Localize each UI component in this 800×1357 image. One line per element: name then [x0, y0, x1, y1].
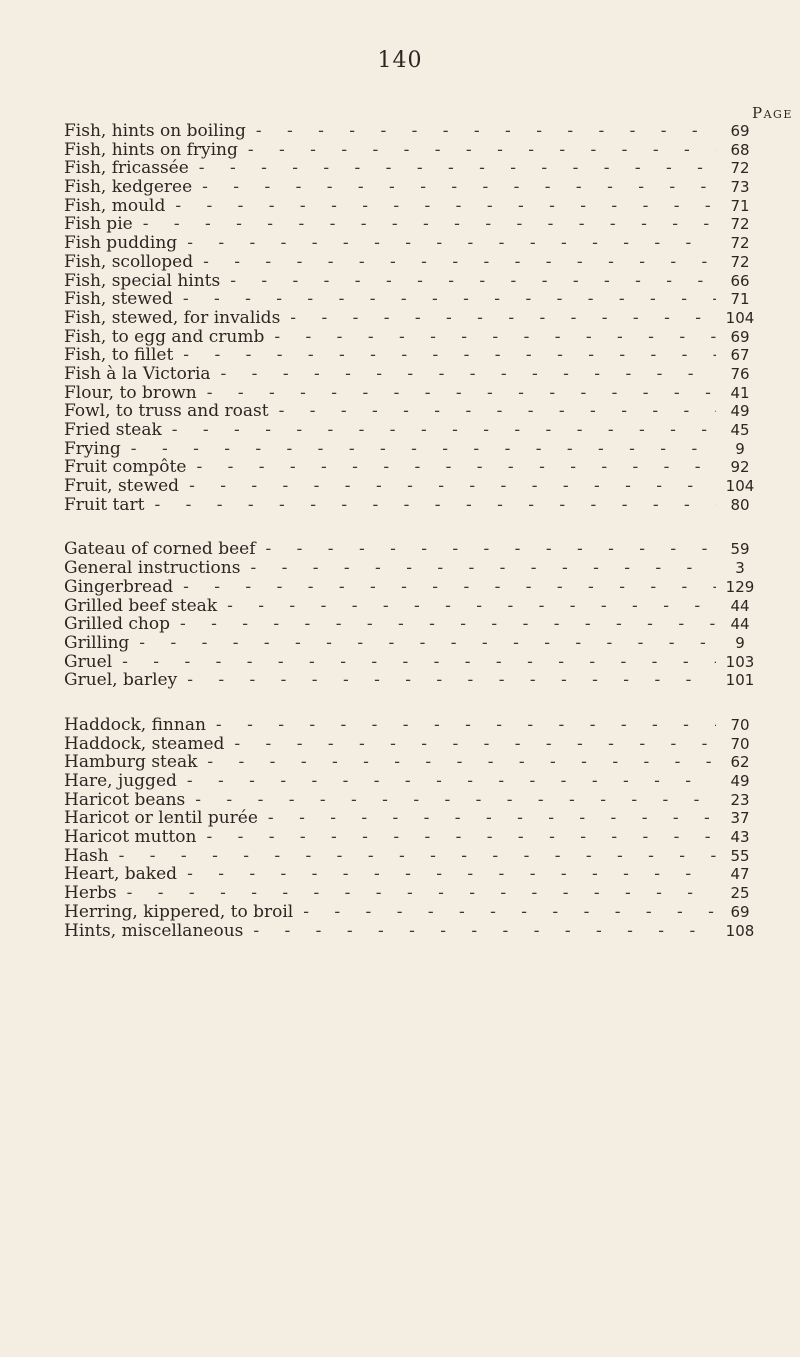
entry-page-number: 129	[725, 577, 755, 596]
dot-leader	[280, 309, 716, 328]
page-column-header: Page	[752, 104, 793, 122]
dot-leader	[240, 559, 716, 578]
entry-page-number: 72	[730, 159, 750, 178]
entry-name: Grilled beef steak	[64, 595, 218, 616]
entry-page-number: 49	[730, 402, 750, 421]
dot-leader	[185, 791, 716, 810]
entry-name: Fowl, to truss and roast	[64, 401, 269, 422]
entry-page-number: 9	[735, 439, 745, 458]
dot-leader	[173, 346, 716, 365]
index-entry	[64, 772, 764, 791]
entry-name: Hare, jugged	[64, 771, 177, 791]
dot-leader	[269, 402, 716, 421]
dot-leader	[133, 215, 716, 234]
index-entry	[64, 402, 764, 421]
dot-leader	[293, 903, 716, 922]
entry-page-number: 9	[735, 633, 745, 652]
page-number: 140	[377, 48, 423, 73]
dot-leader	[170, 615, 716, 634]
entry-name: Fish, special hints	[64, 270, 221, 291]
entry-name: Herring, kippered, to broil	[64, 901, 294, 922]
index-section	[64, 540, 764, 690]
entry-page-number: 72	[730, 234, 750, 253]
dot-leader	[193, 253, 716, 272]
dot-leader	[246, 122, 716, 141]
entry-name: Haddock, steamed	[64, 733, 225, 754]
index-entry	[64, 477, 764, 496]
entry-page-number: 3	[735, 559, 745, 578]
entry-name: Gruel	[64, 651, 113, 672]
entry-name: Fish, stewed, for invalids	[64, 307, 281, 328]
entry-page-number: 62	[730, 753, 750, 772]
index-entry	[64, 540, 764, 559]
entry-name: Fruit compôte	[64, 457, 187, 478]
index-entry	[64, 735, 764, 754]
entry-page-number: 71	[730, 196, 750, 215]
index-entry	[64, 597, 764, 616]
index-entry	[64, 496, 764, 515]
entry-name: Fish pie	[64, 214, 133, 235]
index-list	[64, 122, 764, 940]
entry-name: Hash	[64, 845, 109, 866]
index-entry	[64, 653, 764, 672]
entry-name: Hints, miscellaneous	[64, 920, 244, 941]
entry-page-number: 47	[730, 865, 750, 884]
entry-page-number: 73	[730, 178, 750, 197]
entry-name: Heart, baked	[64, 864, 178, 885]
index-entry	[64, 809, 764, 828]
index-entry	[64, 903, 764, 922]
index-entry	[64, 197, 764, 216]
entry-page-number: 92	[730, 458, 750, 477]
dot-leader	[177, 772, 716, 791]
entry-page-number: 67	[730, 346, 750, 365]
dot-leader	[197, 384, 716, 403]
index-entry	[64, 272, 764, 291]
entry-page-number: 72	[730, 252, 750, 271]
entry-page-number: 41	[730, 383, 750, 402]
entry-name: Fish, to egg and crumb	[64, 326, 265, 347]
dot-leader	[243, 922, 716, 941]
index-entry	[64, 716, 764, 735]
entry-page-number: 76	[730, 364, 750, 383]
index-entry	[64, 440, 764, 459]
entry-page-number: 69	[730, 327, 750, 346]
index-entry	[64, 178, 764, 197]
entry-page-number: 103	[725, 652, 755, 671]
index-entry	[64, 421, 764, 440]
dot-leader	[162, 421, 716, 440]
entry-name: Fish, mould	[64, 195, 166, 216]
entry-page-number: 49	[730, 772, 750, 790]
index-entry	[64, 328, 764, 347]
entry-name: Fish, fricassée	[64, 158, 189, 179]
entry-page-number: 25	[730, 884, 750, 903]
entry-name: Haricot mutton	[64, 827, 197, 848]
dot-leader	[189, 159, 716, 178]
dot-leader	[197, 753, 716, 772]
dot-leader	[112, 653, 716, 672]
index-entry	[64, 215, 764, 234]
index-entry	[64, 141, 764, 160]
entry-page-number: 45	[730, 421, 750, 439]
entry-name: Fish, hints on frying	[64, 139, 238, 160]
entry-name: Grilled chop	[64, 614, 170, 635]
entry-page-number: 108	[725, 921, 755, 940]
entry-page-number: 104	[725, 308, 755, 327]
entry-name: Haricot or lentil purée	[64, 808, 258, 829]
dot-leader	[177, 234, 716, 253]
entry-page-number: 55	[730, 846, 750, 865]
dot-leader	[196, 828, 716, 847]
entry-page-number: 101	[725, 671, 755, 690]
index-entry	[64, 865, 764, 884]
entry-name: Fish, to fillet	[64, 345, 174, 366]
entry-name: Fried steak	[64, 420, 162, 440]
index-entry	[64, 234, 764, 253]
index-entry	[64, 884, 764, 903]
index-entry	[64, 309, 764, 328]
entry-name: Herbs	[64, 883, 117, 904]
entry-page-number: 72	[730, 215, 750, 234]
entry-page-number: 59	[730, 540, 750, 559]
dot-leader	[238, 141, 716, 160]
dot-leader	[177, 671, 716, 690]
dot-leader	[224, 735, 716, 754]
index-entry	[64, 253, 764, 272]
entry-page-number: 44	[730, 615, 750, 634]
index-entry	[64, 578, 764, 597]
entry-page-number: 44	[730, 596, 750, 615]
dot-leader	[173, 290, 716, 309]
entry-name: Frying	[64, 438, 121, 459]
entry-page-number: 66	[730, 271, 750, 290]
index-entry	[64, 384, 764, 403]
dot-leader	[217, 597, 716, 616]
entry-name: Gateau of corned beef	[64, 539, 256, 560]
entry-name: Haddock, finnan	[64, 714, 206, 735]
entry-name: Haricot beans	[64, 789, 186, 810]
dot-leader	[192, 178, 716, 197]
index-entry	[64, 634, 764, 653]
entry-page-number: 37	[730, 809, 750, 828]
entry-page-number: 70	[730, 715, 750, 734]
entry-page-number: 43	[730, 828, 750, 847]
dot-leader	[121, 440, 716, 459]
index-entry	[64, 847, 764, 866]
dot-leader	[206, 716, 716, 735]
dot-leader	[144, 496, 716, 515]
entry-name: Hamburg steak	[64, 752, 198, 773]
dot-leader	[129, 634, 716, 653]
index-entry	[64, 346, 764, 365]
entry-page-number: 80	[730, 495, 750, 514]
entry-page-number: 23	[730, 790, 750, 809]
entry-name: Fish à la Victoria	[64, 363, 211, 384]
index-entry	[64, 671, 764, 690]
index-entry	[64, 365, 764, 384]
index-entry	[64, 122, 764, 141]
entry-name: Gingerbread	[64, 576, 174, 597]
index-entry	[64, 615, 764, 634]
dot-leader	[220, 272, 716, 291]
entry-name: General instructions	[64, 558, 241, 579]
index-entry	[64, 458, 764, 477]
entry-name: Fish, stewed	[64, 289, 173, 310]
dot-leader	[177, 865, 716, 884]
index-entry	[64, 791, 764, 810]
entry-page-number: 104	[725, 477, 755, 496]
index-entry	[64, 290, 764, 309]
index-entry	[64, 753, 764, 772]
dot-leader	[258, 809, 716, 828]
entry-page-number: 70	[730, 734, 750, 753]
index-entry	[64, 828, 764, 847]
entry-name: Fish, kedgeree	[64, 177, 193, 198]
entry-name: Fish pudding	[64, 233, 178, 254]
index-entry	[64, 159, 764, 178]
dot-leader	[264, 328, 716, 347]
index-entry	[64, 559, 764, 578]
index-entry	[64, 922, 764, 941]
index-section	[64, 122, 764, 514]
entry-name: Fruit tart	[64, 494, 145, 515]
entry-name: Fruit, stewed	[64, 476, 180, 497]
dot-leader	[165, 197, 716, 216]
dot-leader	[109, 847, 716, 866]
entry-page-number: 68	[730, 140, 750, 159]
dot-leader	[179, 477, 716, 496]
dot-leader	[256, 540, 717, 559]
entry-page-number: 69	[730, 902, 750, 921]
dot-leader	[173, 578, 716, 597]
entry-name: Flour, to brown	[64, 382, 197, 403]
index-section	[64, 716, 764, 940]
entry-name: Fish, scolloped	[64, 251, 194, 272]
dot-leader	[186, 458, 716, 477]
dot-leader	[117, 884, 716, 903]
dot-leader	[211, 365, 716, 384]
entry-page-number: 69	[730, 122, 750, 140]
entry-page-number: 71	[730, 290, 750, 309]
entry-name: Fish, hints on boiling	[64, 121, 246, 141]
entry-name: Grilling	[64, 632, 130, 653]
entry-name: Gruel, barley	[64, 670, 178, 691]
